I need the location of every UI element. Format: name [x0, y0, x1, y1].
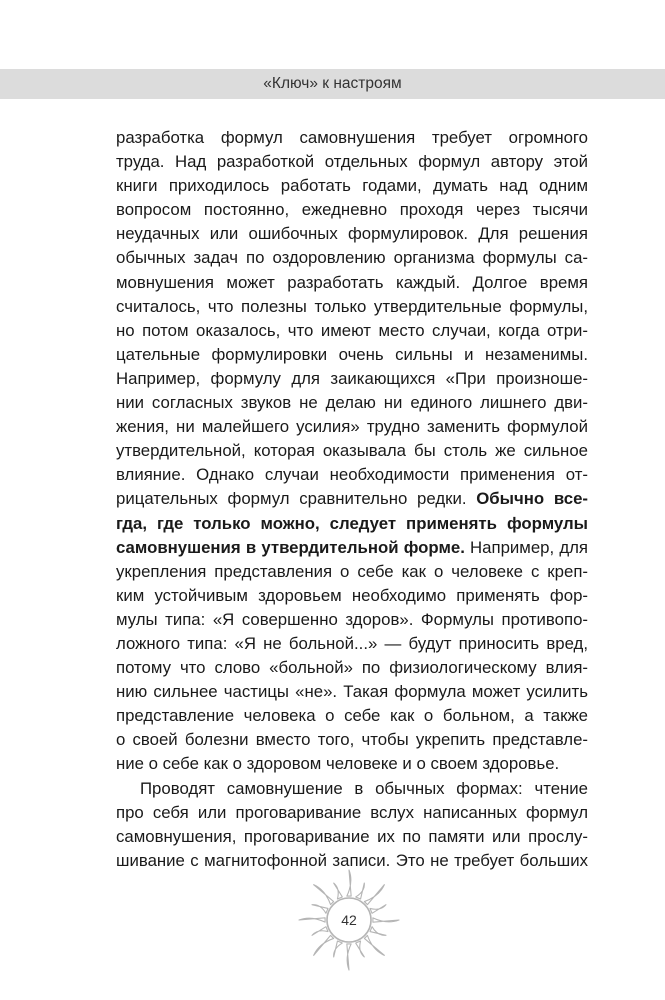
text-line: Например, формулу для заикающихся «При произноше-: [116, 368, 588, 388]
text-line: утвердительной, которая оказывала бы столь же сильное: [116, 441, 588, 461]
text-line-paragraph-end: ние о себе как о здоровом человеке и о своем здоровье.: [116, 754, 560, 774]
text-line: нию сильнее частицы «не». Такая формула может усилить: [116, 682, 588, 702]
text-line: считалось, что полезны только утвердительные формулы,: [116, 296, 588, 316]
running-header-title: «Ключ» к настроям: [263, 75, 402, 92]
text-line: цательные формулировки очень сильны и незаменимы.: [116, 344, 588, 364]
text-line: мовнушения может разработать каждый. Долгое время: [116, 272, 588, 292]
text-line-mixed: [116, 487, 588, 511]
text-line-mixed: [116, 536, 588, 560]
text-line: укрепления представления о себе как о человеке с креп-: [116, 561, 588, 581]
text-line-bold: [116, 512, 588, 536]
text-line: мулы типа: «Я совершенно здоров». Формулы противопо-: [116, 609, 588, 629]
text-line: ложного типа: «Я не больной...» — будут приносить вред,: [116, 633, 588, 653]
text-fragment: Например, для: [464, 537, 588, 557]
bold-emphasis: самовнушения в утвердительной форме.: [116, 537, 465, 557]
page-number: 42: [341, 912, 357, 928]
text-line: представление человека о себе как о больном, а также: [116, 706, 588, 726]
text-line: шивание с магнитофонной записи. Это не требует больших: [116, 850, 588, 870]
text-line: жения, ни малейшего усилия» трудно заменить формулой: [116, 417, 588, 437]
text-line-paragraph-start: Проводят самовнушение в обычных формах: чтение: [140, 778, 588, 798]
text-line: труда. Над разработкой отдельных формул автору этой: [116, 152, 588, 172]
text-line: обычных задач по оздоровлению организма формулы са-: [116, 248, 588, 268]
text-line: но потом оказалось, что имеют место случаи, когда отри-: [116, 320, 588, 340]
text-line: ким устойчивым здоровьем необходимо применять фор-: [116, 585, 588, 605]
page-body-text: [116, 126, 588, 873]
text-line: вопросом постоянно, ежедневно проходя через тысячи: [116, 200, 588, 220]
text-line: про себя или проговаривание вслух написанных формул: [116, 802, 588, 822]
bold-emphasis: Обычно все-: [476, 489, 588, 509]
text-line: о своей болезни вместо того, чтобы укрепить представле-: [116, 730, 588, 750]
text-line: книги приходилось работать годами, думать над одним: [116, 176, 588, 196]
bold-emphasis: гда, где только можно, следует применять формулы: [116, 513, 588, 533]
text-line: нии согласных звуков не делаю ни единого лишнего дви-: [116, 393, 588, 413]
text-line: неудачных или ошибочных формулировок. Для решения: [116, 224, 588, 244]
text-line: влияние. Однако случаи необходимости применения от-: [116, 465, 588, 485]
text-line: потому что слово «больной» по физиологическому влия-: [116, 658, 588, 678]
text-line: самовнушения, проговаривание их по памяти или прослу-: [116, 826, 588, 846]
text-line: разработка формул самовнушения требует огромного: [116, 128, 588, 147]
text-fragment: рицательных формул сравнительно редки.: [116, 489, 477, 509]
